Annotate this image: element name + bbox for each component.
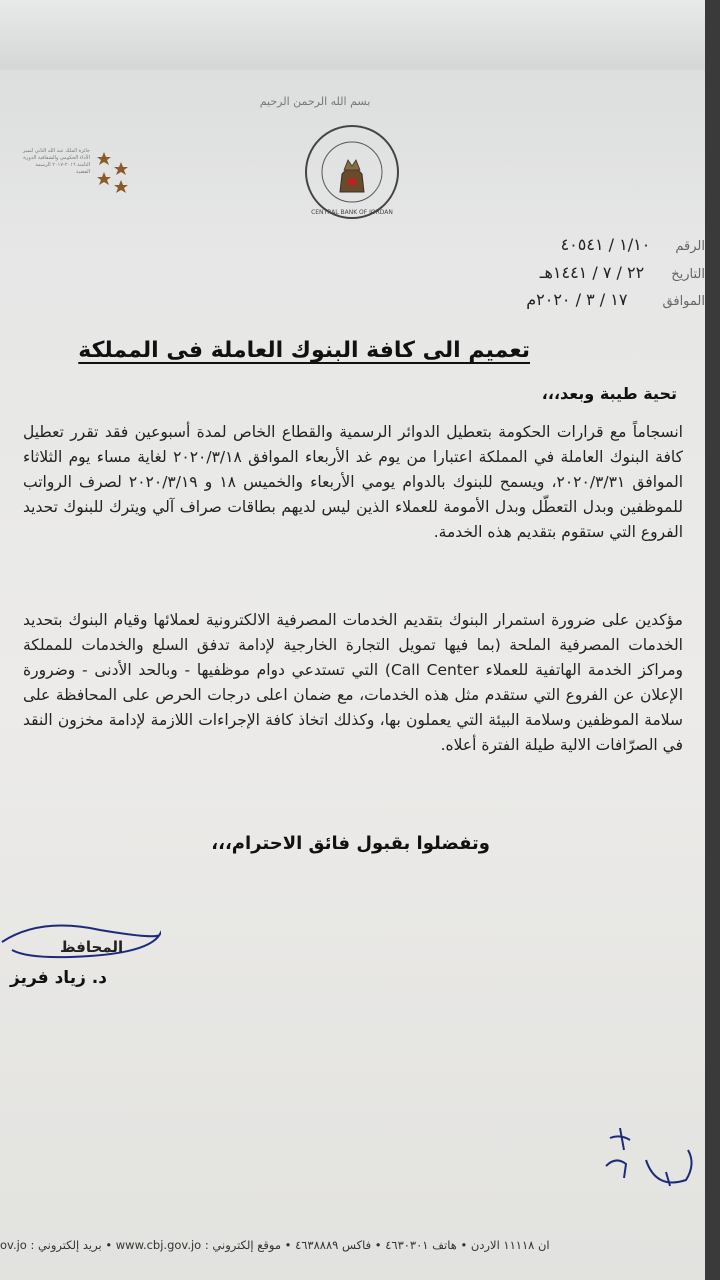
reference-number — [561, 235, 705, 254]
reference-number-label: الرقم — [675, 239, 705, 254]
gregorian-date-value: ١٧ / ٣ / ٢٠٢٠م — [526, 290, 628, 309]
closing-line: وتفضلوا بقبول فائق الاحترام،،، — [211, 833, 490, 854]
central-bank-seal-icon — [302, 122, 402, 222]
signatory-name: د. زياد فريز — [10, 968, 107, 988]
gregorian-date — [526, 290, 705, 309]
letter-title: تعميم الى كافة البنوك العاملة فى المملكة — [78, 338, 530, 363]
excellence-awards — [20, 148, 132, 198]
letterhead-footer: ان ١١١١٨ الاردن • هاتف ٤٦٣٠٣٠١ • فاكس ٤٦٣٨٨٨٩ • موقع إلكتروني : www.cbj.gov.jo • بريد إلكتروني : ov.jo — [0, 1238, 550, 1252]
page-fold — [0, 0, 705, 70]
hijri-date-value: ٢٢ / ٧ / ١٤٤١هـ — [539, 263, 645, 282]
awards-text: جائزة الملك عبد الله الثاني لتميز الأداء الحكومي والشفافية الدورة الثامنة ٢٠١٦-٢٠١٧ الرسمة الفضية — [22, 148, 90, 175]
body-paragraph-1: انسجاماً مع قرارات الحكومة بتعطيل الدوائر الرسمية والقطاع الخاص لمدة أسبوعين فقد تقرر تعطيل كافة البنوك العاملة في المملكة اعتبارا من يوم غد الأربعاء الموافق ٢٠٢٠/٣/١٨ لغاية مساء يوم الثلاثاء الموافق ٢٠٢٠/٣/٣١، ويسمح للبنوك بالدوام يومي الأربعاء والخميس ١٨ و ٢٠٢٠/٣/١٩ لصرف الرواتب للموظفين وبدل التعطّل وبدل الأمومة للعملاء الذين ليس لديهم بطاقات صراف آلي ويترك للبنوك تحديد الفروع التي ستقوم بتقديم هذه الخدمة. — [23, 423, 684, 541]
reference-number-value: ١/١٠ / ٤٠٥٤١ — [560, 235, 651, 254]
body-paragraph-2: مؤكدين على ضرورة استمرار البنوك بتقديم الخدمات المصرفية الالكترونية لعملائها وقيام البنوك بتحديد الخدمات المصرفية الملحة (بما فيها تمويل التجارة الخارجية لإدامة تدفق السلع والخدمات للمملكة ومراكز الخدمة الهاتفية للعملاء Call Center) التي تستدعي دوام موظفيها - وبالحد الأدنى - وضرورة الإعلان عن الفروع التي ستقدم مثل هذه الخدمات، مع ضمان اعلى درجات الحرص على المحافظة على سلامة الموظفين وسلامة البيئة التي يعملون بها، وكذلك اتخاذ كافة الإجراءات اللازمة لإدامة مخزون النقد في الصرّافات الالية طيلة الفترة أعلاه. — [23, 611, 684, 754]
gregorian-date-label: الموافق — [662, 294, 705, 309]
signatory-title: المحافظ — [60, 938, 124, 956]
hijri-date-label: التاريخ — [671, 267, 705, 282]
handwritten-note-icon — [596, 1120, 705, 1200]
hijri-date — [540, 263, 705, 282]
basmala: بسم الله الرحمن الرحيم — [259, 95, 371, 108]
greeting: تحية طيبة وبعد،،، — [541, 384, 677, 403]
svg-text:CENTRAL BANK OF JORDAN: CENTRAL BANK OF JORDAN — [311, 209, 393, 216]
award-stars-icon — [94, 150, 132, 194]
